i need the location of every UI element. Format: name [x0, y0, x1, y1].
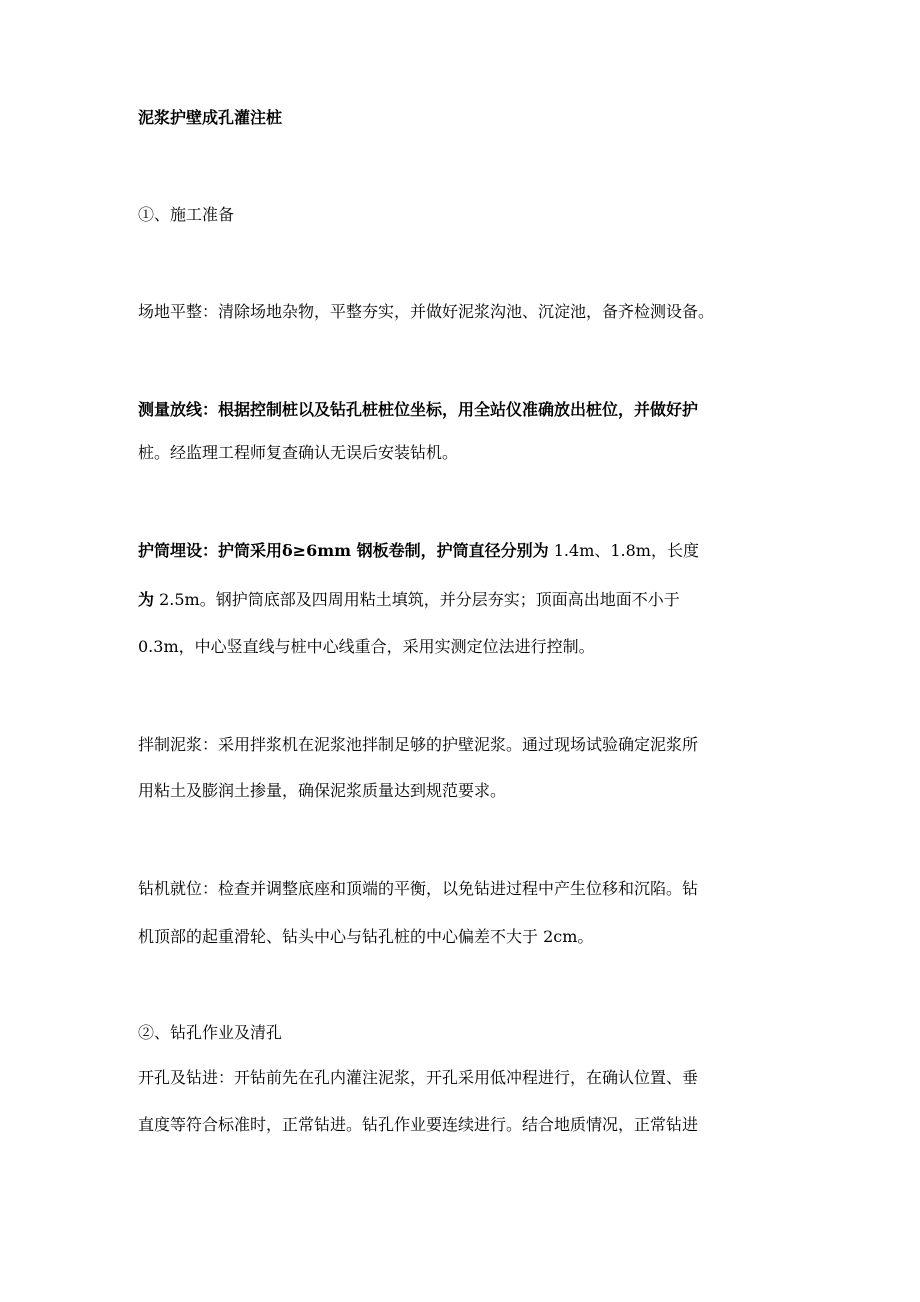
paragraph-casing-line-3: 0.3m，中心竖直线与桩中心线重合，采用实测定位法进行控制。: [138, 637, 595, 656]
paragraph-rig-line-2: 机顶部的起重滑轮、钻头中心与钻孔桩的中心偏差不大于 2cm。: [138, 927, 594, 946]
paragraph-survey-line-2: 桩。经监理工程师复查确认无误后安装钻机。: [138, 443, 459, 462]
paragraph-survey-line-1: 测量放线：根据控制桩以及钻孔桩桩位坐标，用全站仪准确放出桩位，并做好护: [138, 400, 699, 419]
paragraph-mud-line-1: 拌制泥浆：采用拌浆机在泥浆池拌制足够的护壁泥浆。通过现场试验确定泥浆所: [138, 735, 699, 754]
casing-line-2-bold: 为: [138, 590, 155, 609]
paragraph-drilling-line-1: 开孔及钻进：开钻前先在孔内灌注泥浆，开孔采用低冲程进行，在确认位置、垂: [138, 1068, 699, 1087]
casing-line-1-rest: 1.4m、1.8m，长度: [548, 541, 699, 560]
paragraph-casing-line-2: [138, 588, 788, 612]
paragraph-drilling-line-2: 直度等符合标准时，正常钻进。钻孔作业要连续进行。结合地质情况，正常钻进: [138, 1115, 699, 1134]
casing-line-1-bold: 护筒埋设：护筒采用δ≥6mm 钢板卷制，护筒直径分别为: [138, 541, 549, 560]
paragraph-rig-line-1: 钻机就位：检查并调整底座和顶端的平衡，以免钻进过程中产生位移和沉陷。钻: [138, 879, 699, 898]
document-title: 泥浆护壁成孔灌注桩: [138, 108, 283, 127]
paragraph-site-leveling: 场地平整：清除场地杂物，平整夯实，并做好泥浆沟池、沉淀池，备齐检测设备。: [138, 302, 715, 321]
casing-line-2-rest: 2.5m。钢护筒底部及四周用粘土填筑，并分层夯实；顶面高出地面不小于: [154, 590, 680, 609]
section-heading-preparation: ①、施工准备: [138, 205, 235, 224]
paragraph-mud-line-2: 用粘土及膨润土掺量，确保泥浆质量达到规范要求。: [138, 781, 507, 800]
paragraph-casing-line-1: [138, 539, 788, 563]
section-heading-drilling: ②、钻孔作业及清孔: [138, 1023, 283, 1042]
